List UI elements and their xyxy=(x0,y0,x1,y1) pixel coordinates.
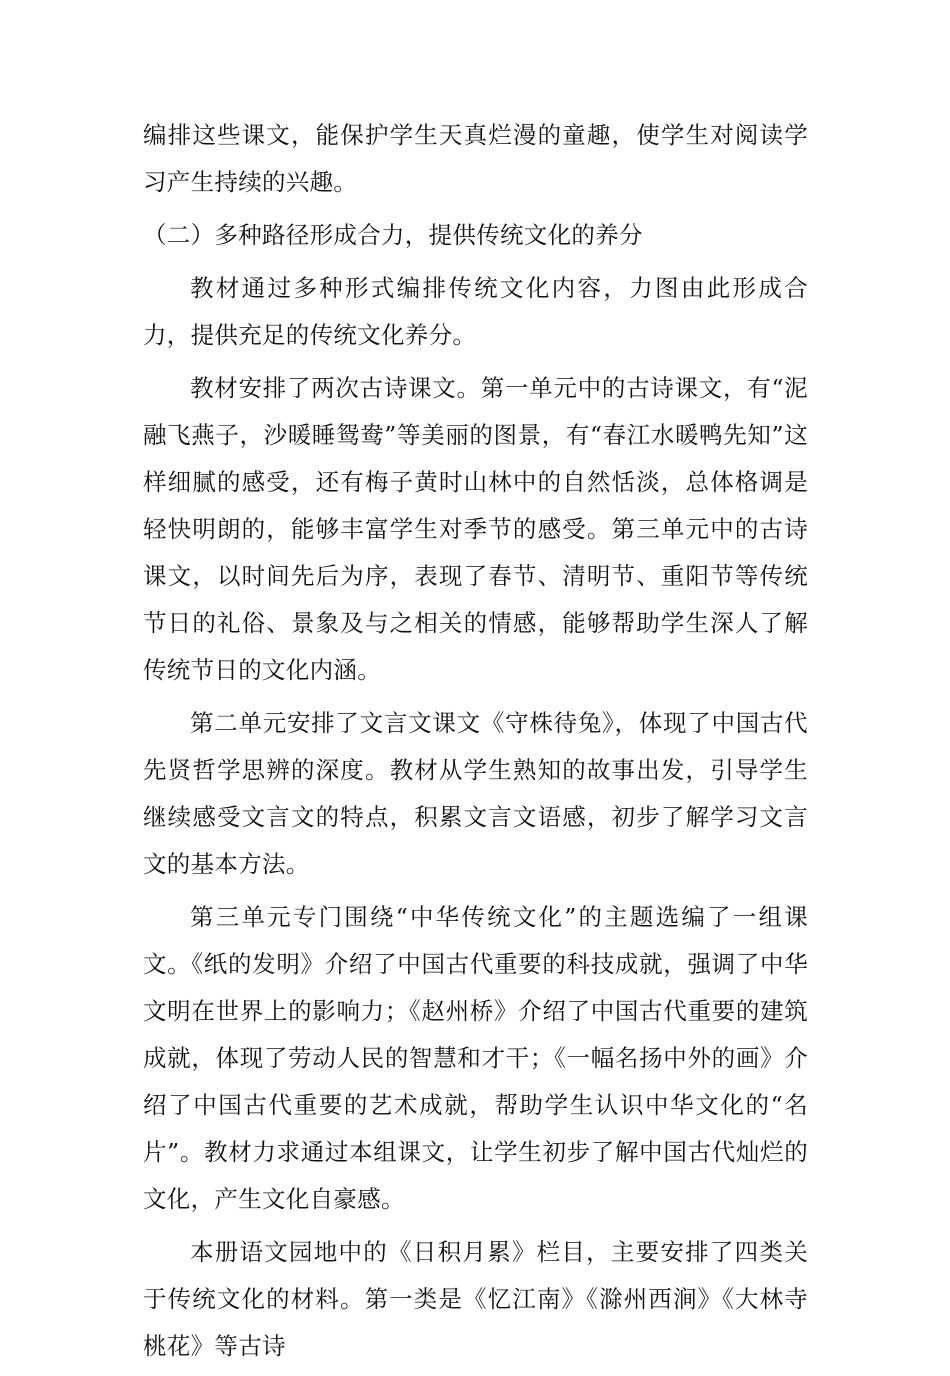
paragraph-intro: 教材通过多种形式编排传统文化内容，力图由此形成合力，提供充足的传统文化养分。 xyxy=(143,274,808,349)
section-heading: （二）多种路径形成合力，提供传统文化的养分 xyxy=(143,221,643,249)
paragraph-continued: 编排这些课文，能保护学生天真烂漫的童趣，使学生对阅读学习产生持续的兴趣。 xyxy=(143,121,808,196)
paragraph-classical-chinese: 第二单元安排了文言文课文《守株待兔》，体现了中国古代先贤哲学思辨的深度。教材从学生熟知的故事出发，引导学生继续感受文言文的特点，积累文言文语感，初步了解学习文言文的基本方法。 xyxy=(143,709,808,878)
paragraph-ancient-poems: 教材安排了两次古诗课文。第一单元中的古诗课文，有“泥融飞燕子，沙暖睡鸳鸯”等美丽的图景，有“春江水暖鸭先知”这样细腻的感受，还有梅子黄时山林中的自然恬淡，总体格调是轻快明朗的，能够丰富学生对季节的感受。第三单元中的古诗课文，以时间先后为序，表现了春节、清明节、重阳节等传统节日的礼俗、景象及与之相关的情感，能够帮助学生深人了解传统节日的文化内涵。 xyxy=(143,374,808,684)
paragraph-traditional-culture-unit: 第三单元专门围绕“中华传统文化”的主题选编了一组课文。《纸的发明》介绍了中国古代重要的科技成就，强调了中华文明在世界上的影响力；《赵州桥》介绍了中国古代重要的建筑成就，体现了劳动人民的智慧和才干；《一幅名扬中外的画》介绍了中国古代重要的艺术成就，帮助学生认识中华文化的“名片”。教材力求通过本组课文，让学生初步了解中国古代灿烂的文化，产生文化自豪感。 xyxy=(143,903,808,1213)
paragraph-daily-accumulation: 本册语文园地中的《日积月累》栏目，主要安排了四类关于传统文化的材料。第一类是《忆江南》《滁州西涧》《大林寺桃花》等古诗 xyxy=(143,1238,808,1360)
document-body xyxy=(143,112,808,1376)
